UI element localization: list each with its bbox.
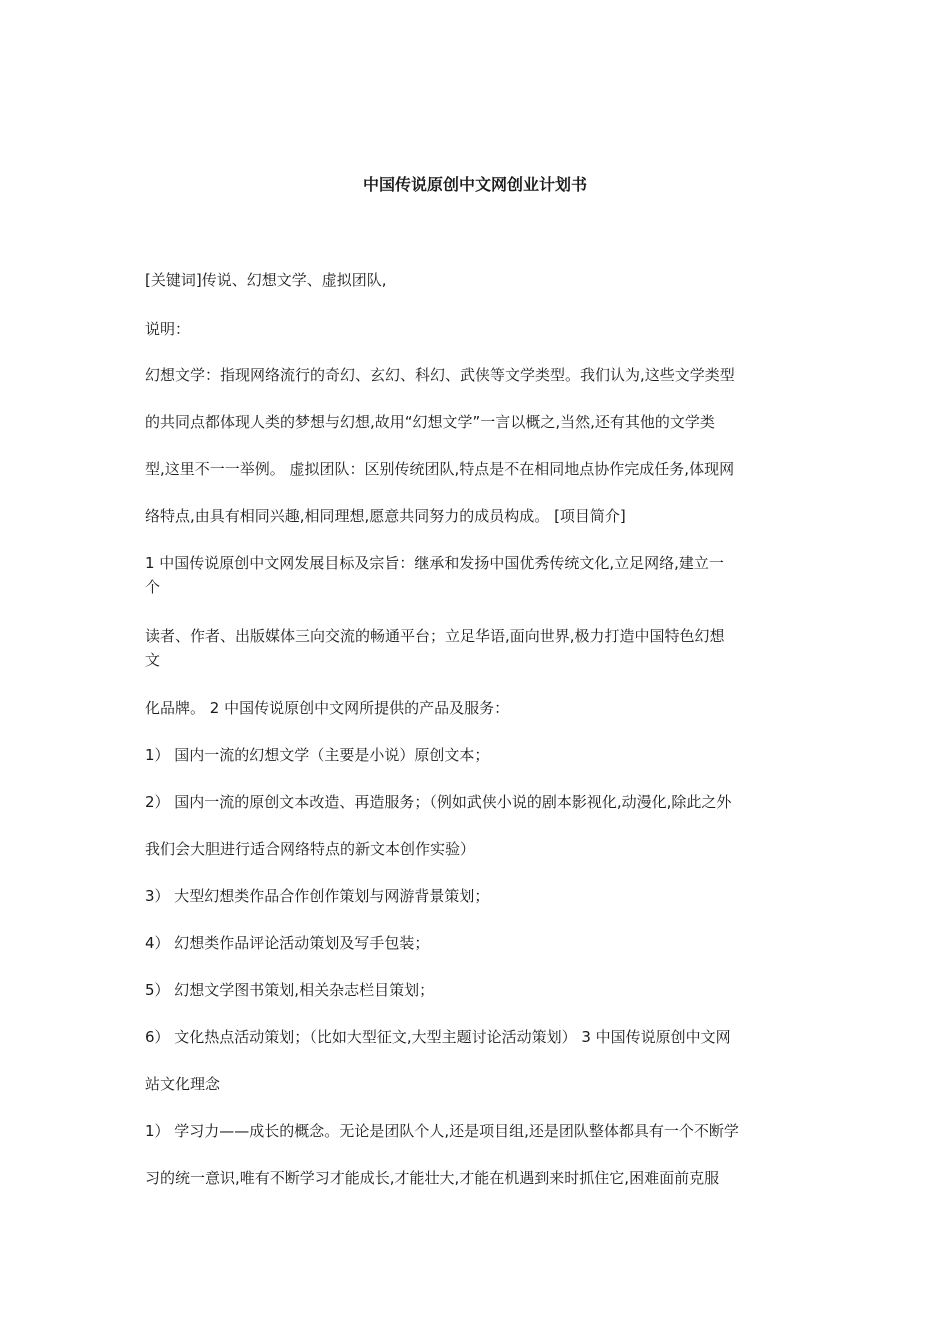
paragraph-line: 习的统一意识,唯有不断学习才能成长,才能壮大,才能在机遇到来时抓住它,困难面前克服	[145, 1169, 720, 1187]
keywords-line: [关键词]传说、幻想文学、虚拟团队,	[145, 271, 387, 289]
paragraph-line: 型,这里不一一举例。 虚拟团队：区别传统团队,特点是不在相同地点协作完成任务,体现网	[145, 460, 735, 478]
list-item: 1） 国内一流的幻想文学（主要是小说）原创文本；	[145, 746, 490, 764]
paragraph-line: 我们会大胆进行适合网络特点的新文本创作实验）	[145, 840, 476, 858]
paragraph-line: 幻想文学：指现网络流行的奇幻、玄幻、科幻、武侠等文学类型。我们认为,这些文学类型	[145, 366, 735, 384]
list-item: 2） 国内一流的原创文本改造、再造服务；（例如武侠小说的剧本影视化,动漫化,除此之外	[145, 793, 732, 811]
paragraph-line: 化品牌。 2 中国传说原创中文网所提供的产品及服务：	[145, 699, 510, 717]
list-item: 1） 学习力——成长的概念。无论是团队个人,还是项目组,还是团队整体都具有一个不断学	[145, 1122, 739, 1140]
list-item: 6） 文化热点活动策划；（比如大型征文,大型主题讨论活动策划） 3 中国传说原创中文网	[145, 1028, 731, 1046]
document-title: 中国传说原创中文网创业计划书	[362, 175, 587, 194]
paragraph-line: 的共同点都体现人类的梦想与幻想,故用“幻想文学”一言以概之,当然,还有其他的文学类	[145, 413, 715, 431]
paragraph-line: 络特点,由具有相同兴趣,相同理想,愿意共同努力的成员构成。 [项目简介]	[145, 507, 626, 525]
paragraph-line: 个	[145, 578, 161, 596]
list-item: 4） 幻想类作品评论活动策划及写手包装；	[145, 934, 430, 952]
explanation-heading: 说明：	[145, 320, 191, 338]
paragraph-line: 文	[145, 651, 161, 669]
paragraph-line: 1 中国传说原创中文网发展目标及宗旨：继承和发扬中国优秀传统文化,立足网络,建立一	[145, 554, 724, 572]
paragraph-line: 站文化理念	[145, 1075, 221, 1093]
list-item: 3） 大型幻想类作品合作创作策划与网游背景策划；	[145, 887, 490, 905]
paragraph-line: 读者、作者、出版媒体三向交流的畅通平台；立足华语,面向世界,极力打造中国特色幻想	[145, 627, 725, 645]
list-item: 5） 幻想文学图书策划,相关杂志栏目策划；	[145, 981, 435, 999]
